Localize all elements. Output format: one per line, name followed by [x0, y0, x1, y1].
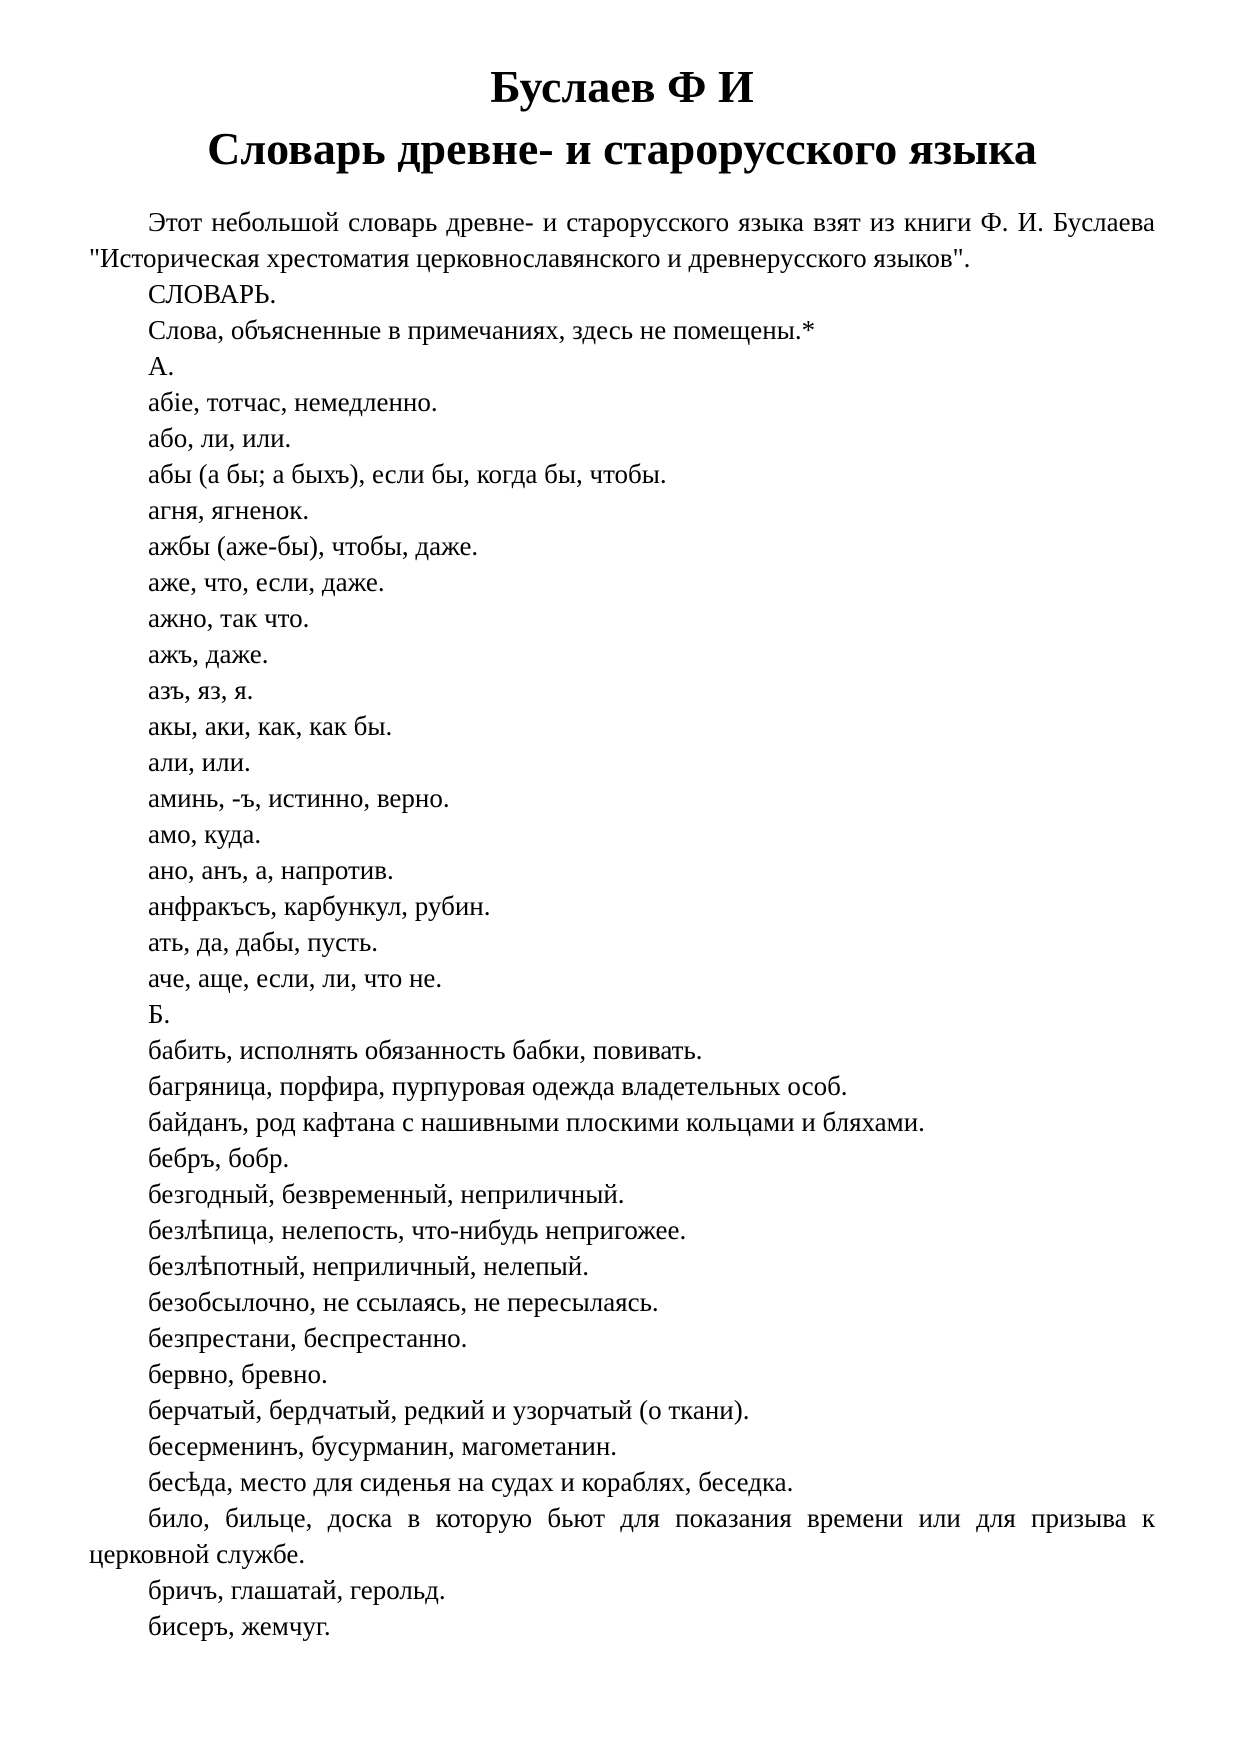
document-page	[89, 56, 1155, 1644]
dictionary-entry: ано, анъ, а, напротив.	[148, 855, 394, 885]
dictionary-entry: аче, аще, если, ли, что не.	[148, 963, 443, 993]
dictionary-entry: багряница, порфира, пурпуровая одежда владетельных особ.	[148, 1071, 848, 1101]
dictionary-entry: ажбы (аже-бы), чтобы, даже.	[148, 531, 479, 561]
dictionary-entry: ажно, так что.	[148, 603, 310, 633]
dictionary-entry: або, ли, или.	[148, 423, 292, 453]
dictionary-entry: анфракъсъ, карбункул, рубин.	[148, 891, 491, 921]
dictionary-entry: азъ, яз, я.	[148, 675, 254, 705]
dictionary-entry: амо, куда.	[148, 819, 262, 849]
dictionary-entry: безлѣпотный, неприличный, нелепый.	[148, 1251, 589, 1281]
dictionary-entry: ажъ, даже.	[148, 639, 269, 669]
dictionary-entry: безпрестани, беспрестанно.	[148, 1323, 468, 1353]
dictionary-entry: аже, что, если, даже.	[148, 567, 385, 597]
dictionary-entry: било, бильце, доска в которую бьют для показания времени или для призыва к церковной службе.	[89, 1503, 1155, 1569]
dictionary-entry: бабить, исполнять обязанность бабки, повивать.	[148, 1035, 703, 1065]
note-paragraph: Слова, объясненные в примечаниях, здесь не помещены.*	[148, 315, 816, 345]
dictionary-entry: бисеръ, жемчуг.	[148, 1611, 331, 1641]
dictionary-entry: безлѣпица, нелепость, что-нибудь непригожее.	[148, 1215, 687, 1245]
dictionary-entry: акы, аки, как, как бы.	[148, 711, 393, 741]
dictionary-entry: бесерменинъ, бусурманин, магометанин.	[148, 1431, 618, 1461]
dictionary-entry: бричъ, глашатай, герольд.	[148, 1575, 446, 1605]
letter-heading: А.	[148, 351, 175, 381]
dictionary-entry: бебръ, бобр.	[148, 1143, 290, 1173]
dictionary-entry: аминь, -ъ, истинно, верно.	[148, 783, 450, 813]
dictionary-entry: байданъ, род кафтана с нашивными плоскими кольцами и бляхами.	[148, 1107, 925, 1137]
document-body	[89, 204, 1155, 1644]
dictionary-entry: али, или.	[148, 747, 251, 777]
document-title	[89, 56, 1155, 180]
title-author: Буслаев Ф И	[490, 61, 754, 112]
dictionary-entry: безобсылочно, не ссылаясь, не пересылаясь.	[148, 1287, 659, 1317]
section-heading: СЛОВАРЬ.	[148, 279, 277, 309]
dictionary-entry: абы (а бы; а быхъ), если бы, когда бы, чтобы.	[148, 459, 667, 489]
dictionary-entry: безгодный, безвременный, неприличный.	[148, 1179, 625, 1209]
intro-paragraph: Этот небольшой словарь древне- и старорусского языка взят из книги Ф. И. Буслаева "Историческая хрестоматия церковнославянского и древнерусского языков".	[89, 207, 1155, 273]
dictionary-entry: берчатый, бердчатый, редкий и узорчатый (о ткани).	[148, 1395, 750, 1425]
dictionary-entry: абіе, тотчас, немедленно.	[148, 387, 438, 417]
letter-heading: Б.	[148, 999, 171, 1029]
dictionary-entry: бервно, бревно.	[148, 1359, 328, 1389]
dictionary-entry: бесѣда, место для сиденья на судах и кораблях, беседка.	[148, 1467, 794, 1497]
title-name: Словарь древне- и старорусского языка	[207, 123, 1037, 174]
dictionary-entry: агня, ягненок.	[148, 495, 310, 525]
dictionary-entry: ать, да, дабы, пусть.	[148, 927, 379, 957]
